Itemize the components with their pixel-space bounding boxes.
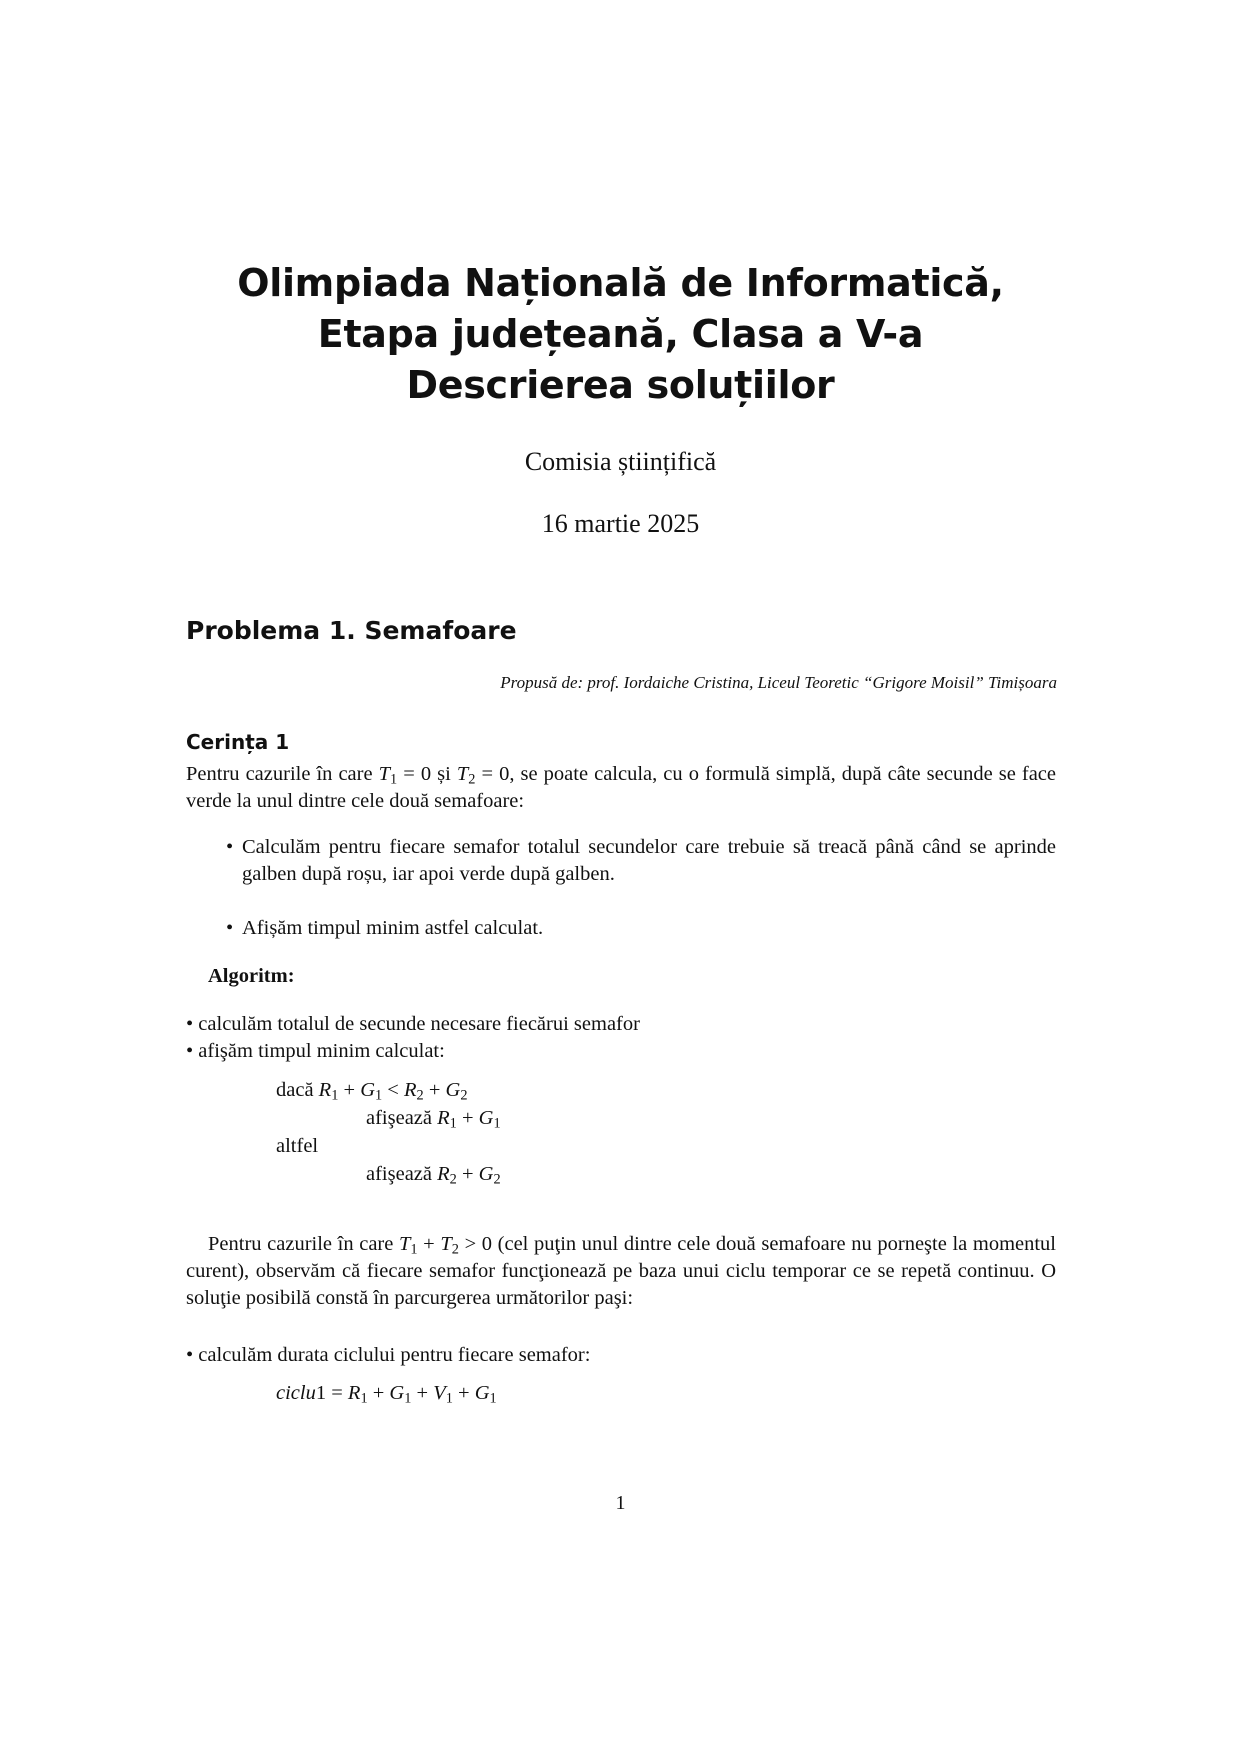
condition-sum: $T_1 + T_2 > 0$ bbox=[398, 1233, 493, 1258]
steps-list bbox=[226, 834, 1056, 888]
title-line-2: Etapa județeană, Clasa a V-a bbox=[317, 312, 924, 356]
pseudo-if: dacă $R_1 + G_1 < R_2 + G_2$ bbox=[276, 1079, 468, 1104]
list-item: • Afișăm timpul minim astfel calculat. bbox=[226, 915, 1056, 942]
page-number: 1 bbox=[615, 1492, 626, 1514]
pseudo-else: altfel bbox=[276, 1135, 319, 1157]
pseudo-print-1: afişează $R_1 + G_1$ bbox=[366, 1107, 501, 1132]
problem-proposer: Propusă de: prof. Iordaiche Cristina, Liceul Teoretic “Grigore Moisil” Timișoara bbox=[500, 673, 1057, 692]
document-author: Comisia științifică bbox=[524, 447, 717, 476]
algorithm-line-2: • afişăm timpul minim calculat: bbox=[186, 1040, 445, 1062]
title-line-3: Descrierea soluțiilor bbox=[406, 363, 835, 407]
problem-heading: Problema 1. Semafoare bbox=[186, 616, 517, 645]
condition-t2: $T_2 = 0$ bbox=[456, 763, 510, 788]
algorithm-line-1: • calculăm totalul de secunde necesare fiecărui semafor bbox=[186, 1013, 640, 1035]
intro-paragraph: Pentru cazurile în care $T_1 = 0$ și $T_2 = 0$, se poate calcula, cu o formulă simplă, după câte secunde se face verde la unul dintre cele două semafoare: bbox=[186, 763, 1056, 812]
requirement-heading: Cerința 1 bbox=[186, 730, 290, 754]
condition-t1: $T_1 = 0$ și bbox=[378, 763, 457, 788]
document-date: 16 martie 2025 bbox=[541, 509, 700, 538]
title-line-1: Olimpiada Națională de Informatică, bbox=[237, 261, 1004, 305]
steps-list-2 bbox=[226, 915, 1056, 942]
cycle-line: • calculăm durata ciclului pentru fiecare semafor: bbox=[186, 1344, 591, 1366]
cycle-formula: ciclu1 = $R_1 + G_1 + V_1 + G_1$ bbox=[276, 1382, 497, 1407]
algorithm-label: Algoritm: bbox=[208, 965, 295, 987]
document-title bbox=[0, 258, 1241, 411]
paragraph-2: Pentru cazurile în care $T_1 + T_2 > 0$ (cel puţin unul dintre cele două semafoare nu porneşte la momentul curent), observăm că fiecare semafor funcţionează pe baza unui ciclu temporar ce se repetă continuu. O soluţie posibilă constă în parcurgerea următorilor paşi: bbox=[186, 1233, 1057, 1309]
pseudo-print-2: afişează $R_2 + G_2$ bbox=[366, 1163, 501, 1188]
list-item: • Calculăm pentru fiecare semafor totalul secundelor care trebuie să treacă până când se aprinde galben după roșu, iar apoi verde după galben. bbox=[226, 834, 1056, 888]
